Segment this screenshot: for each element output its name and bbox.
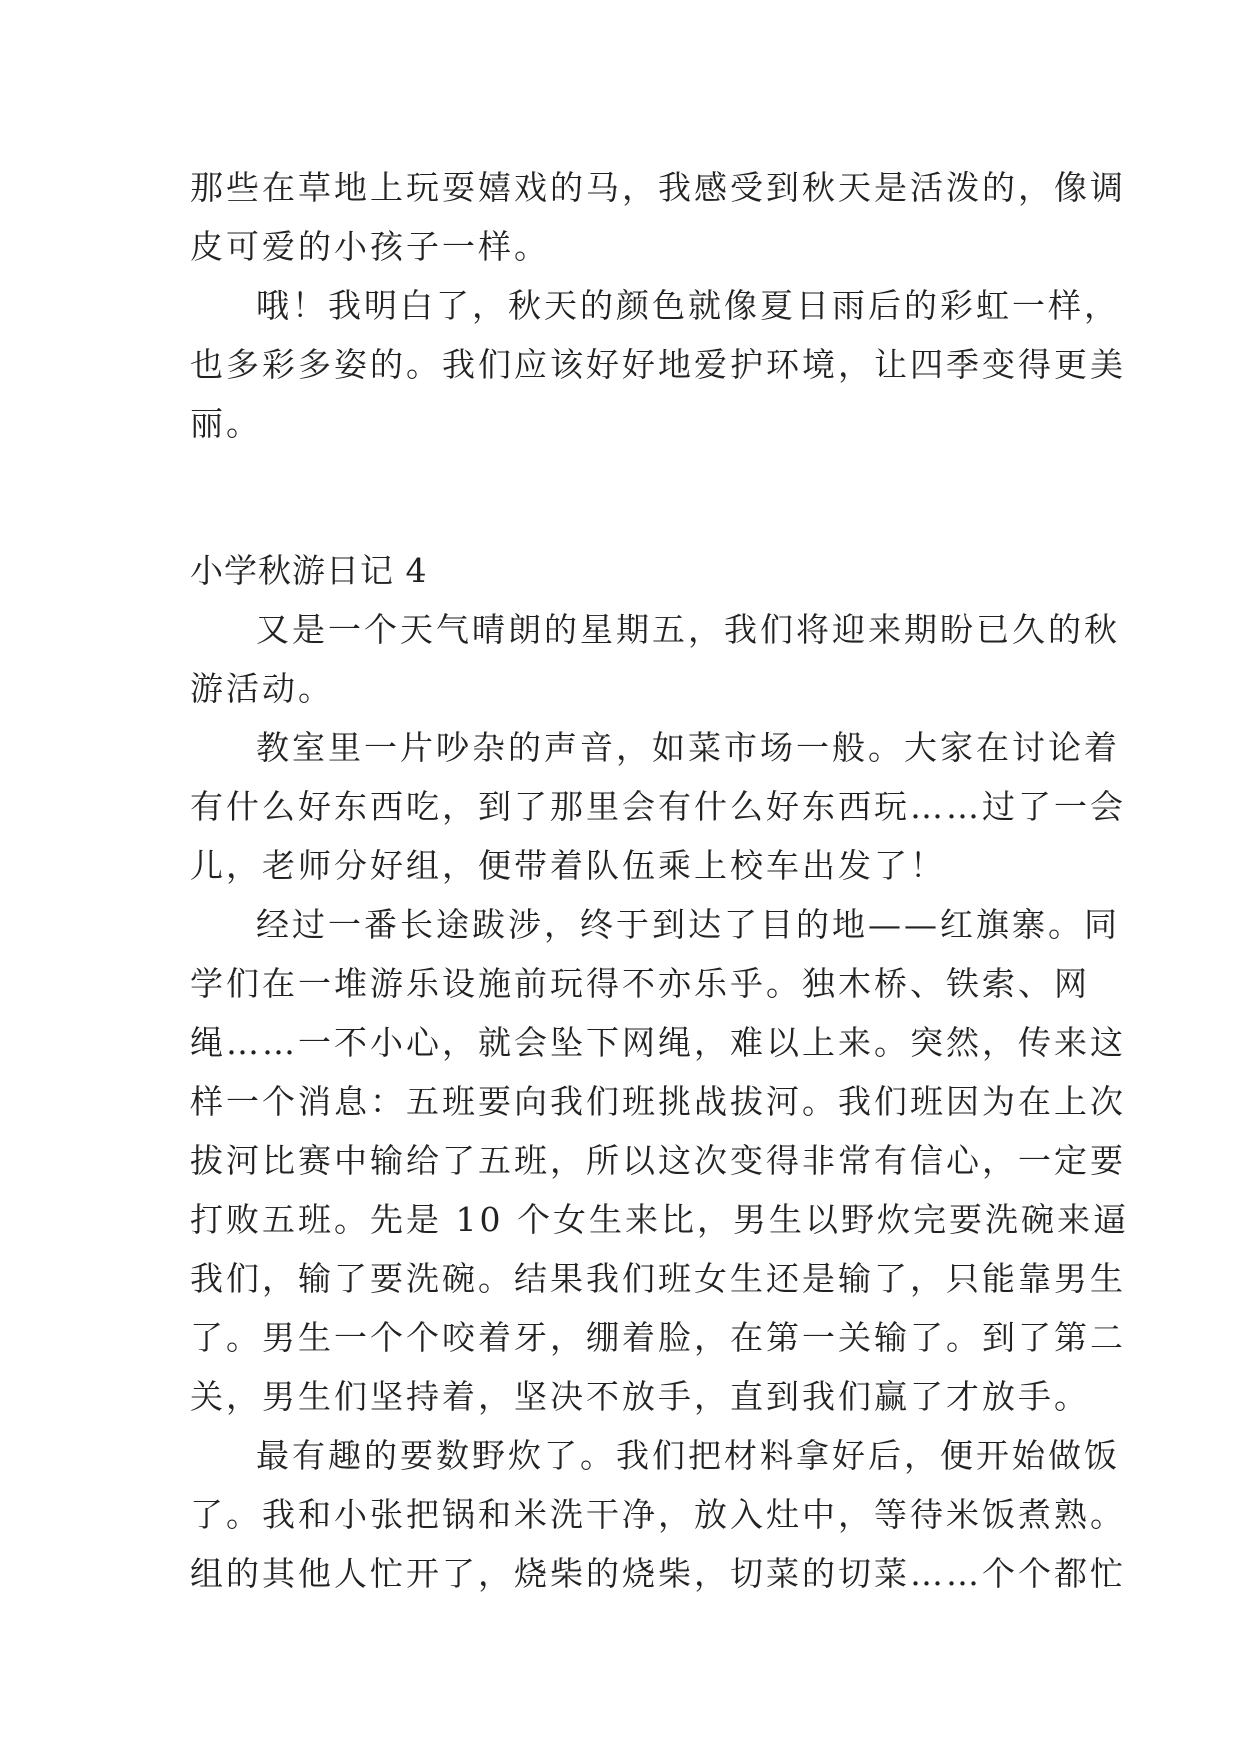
paragraph-3 xyxy=(190,600,1120,718)
text-line: 游活动。 xyxy=(190,669,334,708)
document-body xyxy=(190,158,1129,1603)
text-line: 经过一番长途跋涉，终于到达了目的地——红旗寨。同 xyxy=(256,905,1120,944)
text-line: 了。男生一个个咬着牙，绷着脸，在第一关输了。到了第二 xyxy=(190,1318,1126,1357)
text-line: 打败五班。先是 10 个女生来比，男生以野炊完要洗碗来逼 xyxy=(190,1200,1129,1239)
text-line: 皮可爱的小孩子一样。 xyxy=(190,227,550,266)
section-title xyxy=(190,541,1070,600)
section-gap xyxy=(190,453,1070,541)
text-line: 拔河比赛中输给了五班，所以这次变得非常有信心，一定要 xyxy=(190,1141,1126,1180)
text-line: 儿，老师分好组，便带着队伍乘上校车出发了！ xyxy=(190,846,946,885)
paragraph-1 xyxy=(190,158,1126,276)
text-line: 教室里一片吵杂的声音，如菜市场一般。大家在讨论着 xyxy=(256,728,1120,767)
text-line: 那些在草地上玩耍嬉戏的马，我感受到秋天是活泼的，像调 xyxy=(190,168,1126,207)
text-line: 丽。 xyxy=(190,404,262,443)
text-line: 样一个消息：五班要向我们班挑战拔河。我们班因为在上次 xyxy=(190,1082,1126,1121)
text-line: 关，男生们坚持着，坚决不放手，直到我们赢了才放手。 xyxy=(190,1377,1090,1416)
text-line: 绳……一不小心，就会坠下网绳，难以上来。突然，传来这 xyxy=(190,1023,1126,1062)
text-line: 我们，输了要洗碗。结果我们班女生还是输了，只能靠男生 xyxy=(190,1259,1126,1298)
text-line: 哦！我明白了，秋天的颜色就像夏日雨后的彩虹一样， xyxy=(256,286,1120,325)
text-line: 又是一个天气晴朗的星期五，我们将迎来期盼已久的秋 xyxy=(256,610,1120,649)
text-line: 学们在一堆游乐设施前玩得不亦乐乎。独木桥、铁索、网 xyxy=(190,964,1090,1003)
text-line: 了。我和小张把锅和米洗干净，放入灶中，等待米饭煮熟。 xyxy=(190,1495,1126,1534)
text-line: 也多彩多姿的。我们应该好好地爱护环境，让四季变得更美 xyxy=(190,345,1126,384)
text-line: 有什么好东西吃，到了那里会有什么好东西玩……过了一会 xyxy=(190,787,1126,826)
paragraph-5 xyxy=(190,895,1129,1426)
paragraph-4 xyxy=(190,718,1126,895)
paragraph-2 xyxy=(190,276,1126,453)
text-line: 组的其他人忙开了，烧柴的烧柴，切菜的切菜……个个都忙 xyxy=(190,1554,1126,1593)
text-line: 最有趣的要数野炊了。我们把材料拿好后，便开始做饭 xyxy=(256,1436,1120,1475)
paragraph-6 xyxy=(190,1426,1126,1603)
section-title-text: 小学秋游日记 4 xyxy=(190,551,428,590)
